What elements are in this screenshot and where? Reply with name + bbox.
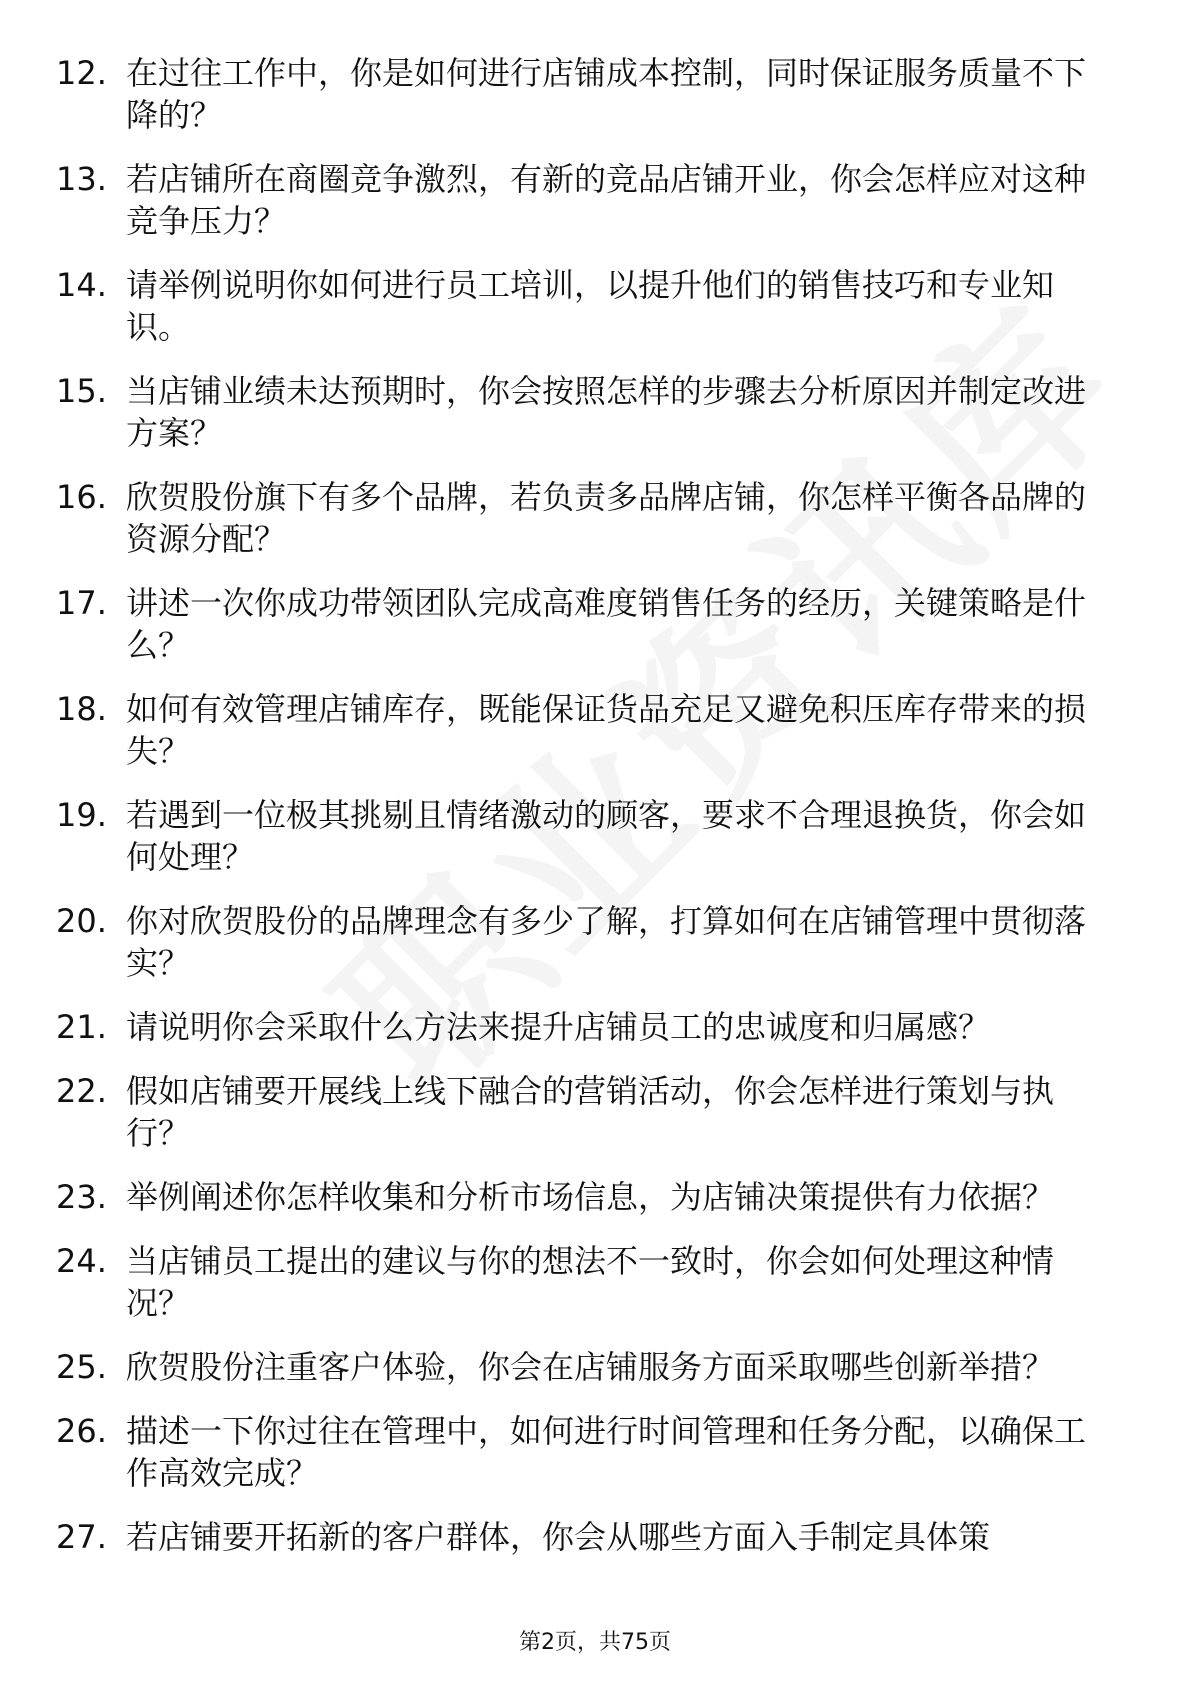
question-text: 你对欣贺股份的品牌理念有多少了解，打算如何在店铺管理中贯彻落实？ xyxy=(126,902,1087,982)
question-item xyxy=(56,52,1106,136)
question-number: 20. xyxy=(56,902,107,940)
question-text: 若店铺所在商圈竞争激烈，有新的竞品店铺开业，你会怎样应对这种竞争压力？ xyxy=(126,160,1087,240)
question-item xyxy=(56,370,1106,454)
page-footer: 第2页，共75页 xyxy=(519,1630,671,1655)
question-number: 17. xyxy=(56,584,107,622)
question-text: 当店铺员工提出的建议与你的想法不一致时，你会如何处理这种情况？ xyxy=(126,1242,1055,1322)
question-text: 在过往工作中，你是如何进行店铺成本控制，同时保证服务质量不下降的？ xyxy=(126,54,1087,134)
question-text: 当店铺业绩未达预期时，你会按照怎样的步骤去分析原因并制定改进方案？ xyxy=(126,372,1087,452)
question-item xyxy=(56,264,1106,348)
question-text: 请举例说明你如何进行员工培训，以提升他们的销售技巧和专业知识。 xyxy=(126,266,1055,346)
question-text: 描述一下你过往在管理中，如何进行时间管理和任务分配，以确保工作高效完成？ xyxy=(126,1412,1087,1492)
question-number: 12. xyxy=(56,54,107,92)
question-text: 若店铺要开拓新的客户群体，你会从哪些方面入手制定具体策 xyxy=(126,1518,991,1556)
question-text: 举例阐述你怎样收集和分析市场信息，为店铺决策提供有力依据？ xyxy=(126,1178,1055,1216)
question-list xyxy=(56,52,1106,1580)
question-number: 13. xyxy=(56,160,107,198)
question-item xyxy=(56,1070,1106,1154)
question-number: 23. xyxy=(56,1178,107,1216)
question-number: 25. xyxy=(56,1348,107,1386)
question-number: 27. xyxy=(56,1518,107,1556)
question-item xyxy=(56,688,1106,772)
question-text: 若遇到一位极其挑剔且情绪激动的顾客，要求不合理退换货，你会如何处理？ xyxy=(126,796,1087,876)
question-number: 16. xyxy=(56,478,107,516)
question-number: 15. xyxy=(56,372,107,410)
question-item xyxy=(56,158,1106,242)
question-number: 24. xyxy=(56,1242,107,1280)
question-item xyxy=(56,794,1106,878)
question-item xyxy=(56,900,1106,984)
question-number: 19. xyxy=(56,796,107,834)
question-text: 欣贺股份旗下有多个品牌，若负责多品牌店铺，你怎样平衡各品牌的资源分配？ xyxy=(126,478,1087,558)
question-number: 14. xyxy=(56,266,107,304)
question-text: 讲述一次你成功带领团队完成高难度销售任务的经历，关键策略是什么？ xyxy=(126,584,1087,664)
question-number: 18. xyxy=(56,690,107,728)
question-item xyxy=(56,476,1106,560)
question-number: 26. xyxy=(56,1412,107,1450)
question-item xyxy=(56,1346,1106,1388)
question-number: 21. xyxy=(56,1008,107,1046)
question-item xyxy=(56,1006,1106,1048)
question-text: 欣贺股份注重客户体验，你会在店铺服务方面采取哪些创新举措？ xyxy=(126,1348,1055,1386)
question-item xyxy=(56,582,1106,666)
question-text: 请说明你会采取什么方法来提升店铺员工的忠诚度和归属感？ xyxy=(126,1008,991,1046)
question-number: 22. xyxy=(56,1072,107,1110)
question-item xyxy=(56,1516,1106,1558)
question-text: 如何有效管理店铺库存，既能保证货品充足又避免积压库存带来的损失？ xyxy=(126,690,1087,770)
question-item xyxy=(56,1410,1106,1494)
question-item xyxy=(56,1240,1106,1324)
question-text: 假如店铺要开展线上线下融合的营销活动，你会怎样进行策划与执行？ xyxy=(126,1072,1055,1152)
question-item xyxy=(56,1176,1106,1218)
